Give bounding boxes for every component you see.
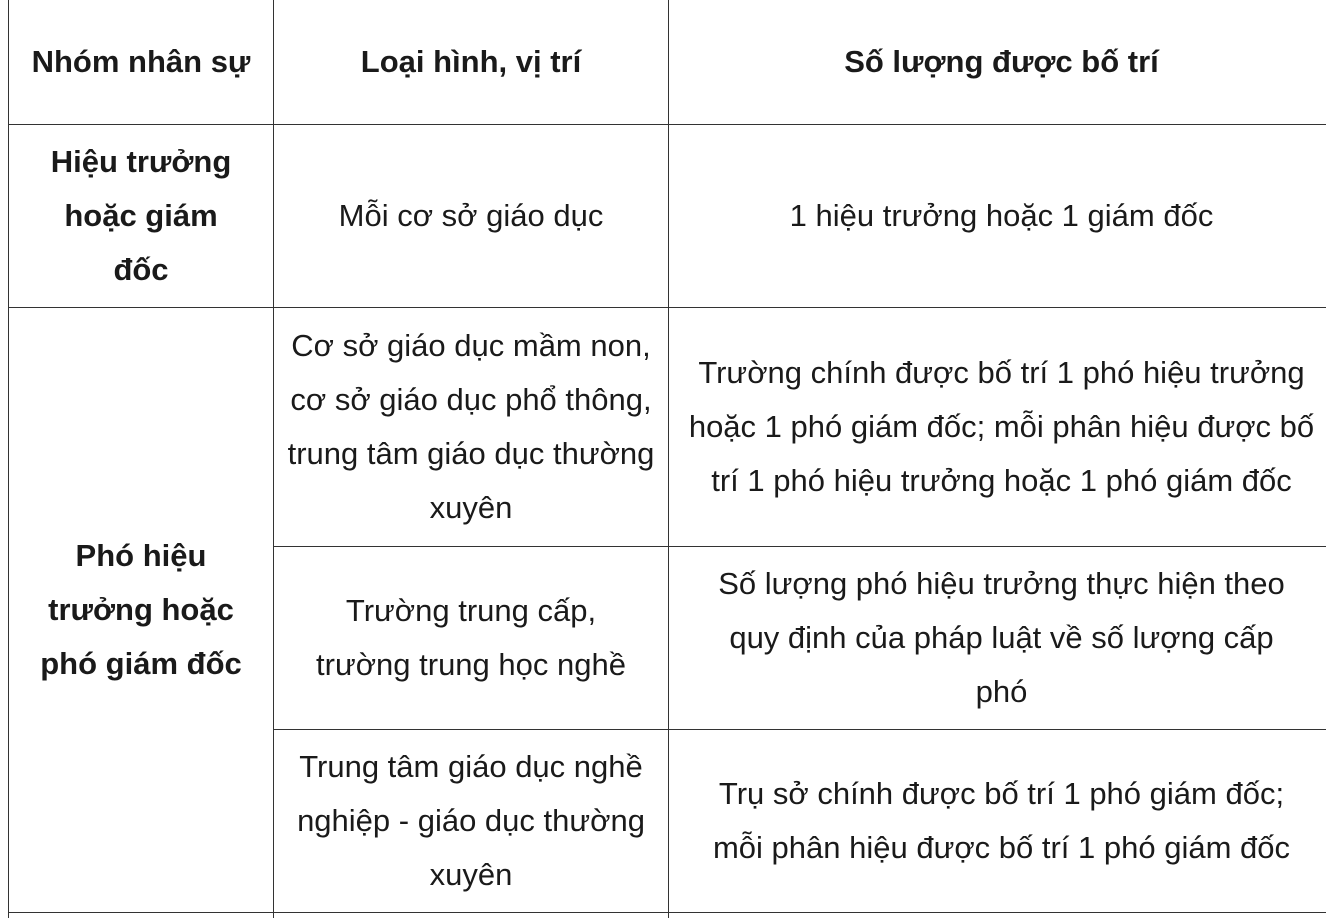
quantity-text: Trụ sở chính được bố trí 1 phó giám đốc; mỗi phân hiệu được bố trí 1 phó giám đốc <box>712 776 1291 865</box>
table-row <box>9 125 1326 308</box>
table-row <box>9 308 1326 547</box>
type-position-text: Trường trung cấp, trường trung học nghề <box>316 593 626 682</box>
type-position-text: Mỗi cơ sở giáo dục <box>338 198 604 233</box>
type-position-cell <box>274 547 669 730</box>
group-principal-label: Hiệu trưởng hoặc giám đốc <box>50 144 232 287</box>
quantity-cell <box>669 125 1326 308</box>
type-position-text: Trung tâm giáo dục nghề nghiệp - giáo dục thường xuyên <box>297 749 645 892</box>
header-group <box>9 0 274 125</box>
quantity-text: Số lượng phó hiệu trưởng thực hiện theo quy định của pháp luật về số lượng cấp phó <box>718 566 1285 709</box>
partial-cell <box>274 913 669 918</box>
partial-cell <box>669 913 1326 918</box>
quantity-text: Trường chính được bố trí 1 phó hiệu trưởng hoặc 1 phó giám đốc; mỗi phân hiệu được bố trí 1 phó hiệu trưởng hoặc 1 phó giám đốc <box>688 355 1315 498</box>
group-vice-principal-label: Phó hiệu trưởng hoặc phó giám đốc <box>40 538 242 681</box>
group-cell-principal <box>9 125 274 308</box>
quantity-text: 1 hiệu trưởng hoặc 1 giám đốc <box>789 198 1214 233</box>
header-type-position-label: Loại hình, vị trí <box>360 43 582 79</box>
staffing-table <box>8 0 1326 918</box>
table-header-row <box>9 0 1326 125</box>
type-position-text: Cơ sở giáo dục mầm non, cơ sở giáo dục phổ thông, trung tâm giáo dục thường xuyên <box>287 328 655 525</box>
quantity-cell <box>669 547 1326 730</box>
type-position-cell <box>274 125 669 308</box>
table-row-partial <box>9 913 1326 918</box>
header-quantity <box>669 0 1326 125</box>
group-cell-vice-principal <box>9 308 274 913</box>
header-type-position <box>274 0 669 125</box>
quantity-cell <box>669 308 1326 547</box>
type-position-cell <box>274 308 669 547</box>
quantity-cell <box>669 730 1326 913</box>
header-group-label: Nhóm nhân sự <box>31 43 251 79</box>
partial-cell <box>9 913 274 918</box>
type-position-cell <box>274 730 669 913</box>
header-quantity-label: Số lượng được bố trí <box>844 43 1159 79</box>
